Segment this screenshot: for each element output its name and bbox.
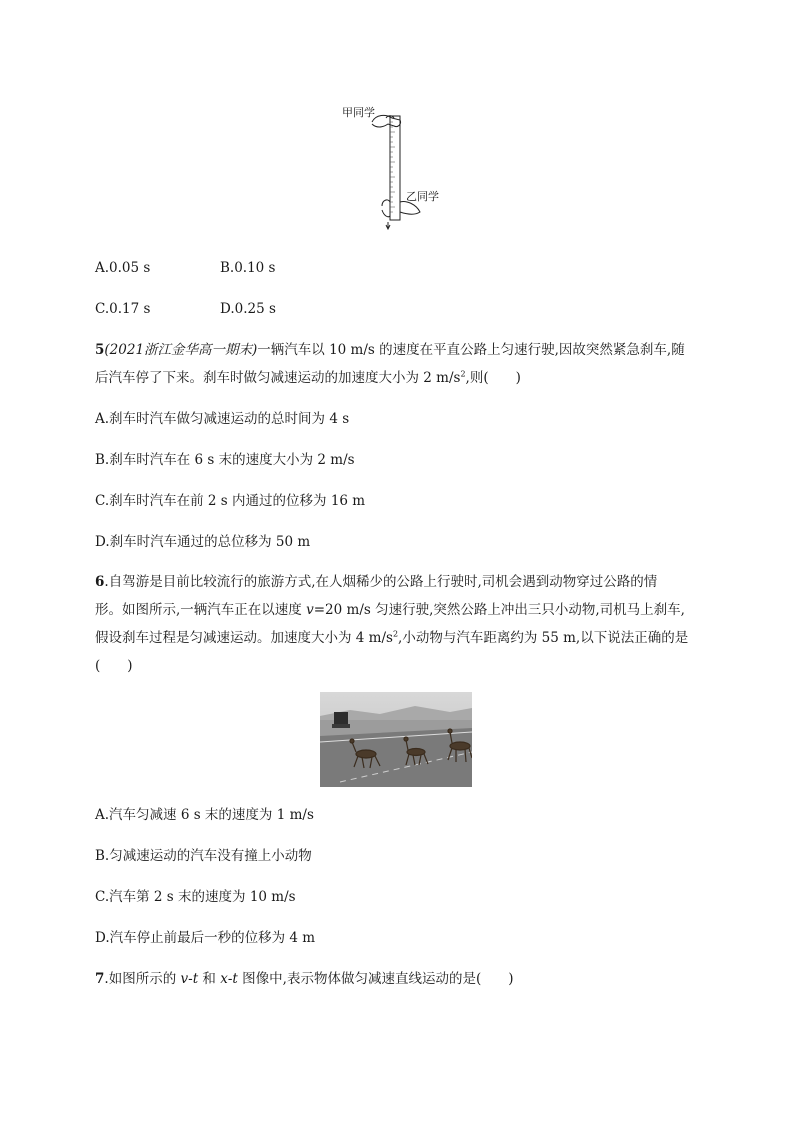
q6-option-b: B.匀减速运动的汽车没有撞上小动物 [95,848,312,864]
q6-text: 形。如图所示,一辆汽车正在以速度 [95,602,307,618]
q5-stem-line1 [95,340,685,360]
q6-text: ,小动物与汽车距离约为 55 m,以下说法正确的是 [398,630,689,646]
q4-option-d: D.0.25 s [220,301,276,317]
q6-stem-line4: ( ) [95,658,133,674]
ruler [390,116,400,220]
variable-v: v [306,602,314,618]
q7-stem [95,969,513,989]
q4-option-c: C.0.17 s [95,301,151,317]
variable-t: t [232,971,238,987]
q6-stem-line3 [95,628,688,648]
truck [334,712,348,726]
q5-text: ,则( ) [465,370,521,386]
superscript: 2 [460,369,466,379]
q6-text: 假设刹车过程是匀减速运动。加速度大小为 4 m/s [95,630,393,646]
q6-option-a: A.汽车匀减速 6 s 末的速度为 1 m/s [95,807,314,823]
question-number: 5 [95,342,105,358]
ruler-drop-figure [338,102,456,230]
q7-text: .如图所示的 [104,971,181,987]
question-source: (2021浙江金华高一期末) [104,342,258,358]
q5-stem-line2 [95,368,521,388]
variable-x: x [220,971,228,987]
q5-option-a: A.刹车时汽车做匀减速运动的总时间为 4 s [95,411,350,427]
q4-option-b: B.0.10 s [220,260,276,276]
variable-v: v [180,971,189,987]
q6-stem-line2 [95,600,685,620]
q7-text: - [188,971,193,987]
q6-text: .自驾游是目前比较流行的旅游方式,在人烟稀少的公路上行驶时,司机会遇到动物穿过公路的情 [104,574,658,590]
q6-option-c: C.汽车第 2 s 末的速度为 10 m/s [95,889,296,905]
q7-text: 和 [198,971,221,987]
question-number: 7 [95,971,105,987]
question-number: 6 [95,574,105,590]
q7-text: 图像中,表示物体做匀减速直线运动的是( ) [237,971,514,987]
q4-option-a: A.0.05 s [95,260,151,276]
q6-stem-line1 [95,572,657,592]
q6-text: =20 m/s 匀速行驶,突然公路上冲出三只小动物,司机马上刹车, [313,602,685,618]
road-animals-photo [320,692,472,787]
drop-arrow [386,222,390,229]
q5-option-d: D.刹车时汽车通过的总位移为 50 m [95,534,311,550]
q5-text: 后汽车停了下来。刹车时做匀减速运动的加速度大小为 2 m/s [95,370,461,386]
q5-text: 一辆汽车以 10 m/s 的速度在平直公路上匀速行驶,因故突然紧急刹车,随 [257,342,685,358]
q6-option-d: D.汽车停止前最后一秒的位移为 4 m [95,930,316,946]
q5-option-b: B.刹车时汽车在 6 s 末的速度大小为 2 m/s [95,452,355,468]
label-yi: 乙同学 [406,190,439,203]
superscript: 2 [392,629,399,639]
variable-t: t [192,971,199,987]
q7-text: - [227,971,233,987]
q5-option-c: C.刹车时汽车在前 2 s 内通过的位移为 16 m [95,493,366,509]
label-jia: 甲同学 [342,106,375,119]
